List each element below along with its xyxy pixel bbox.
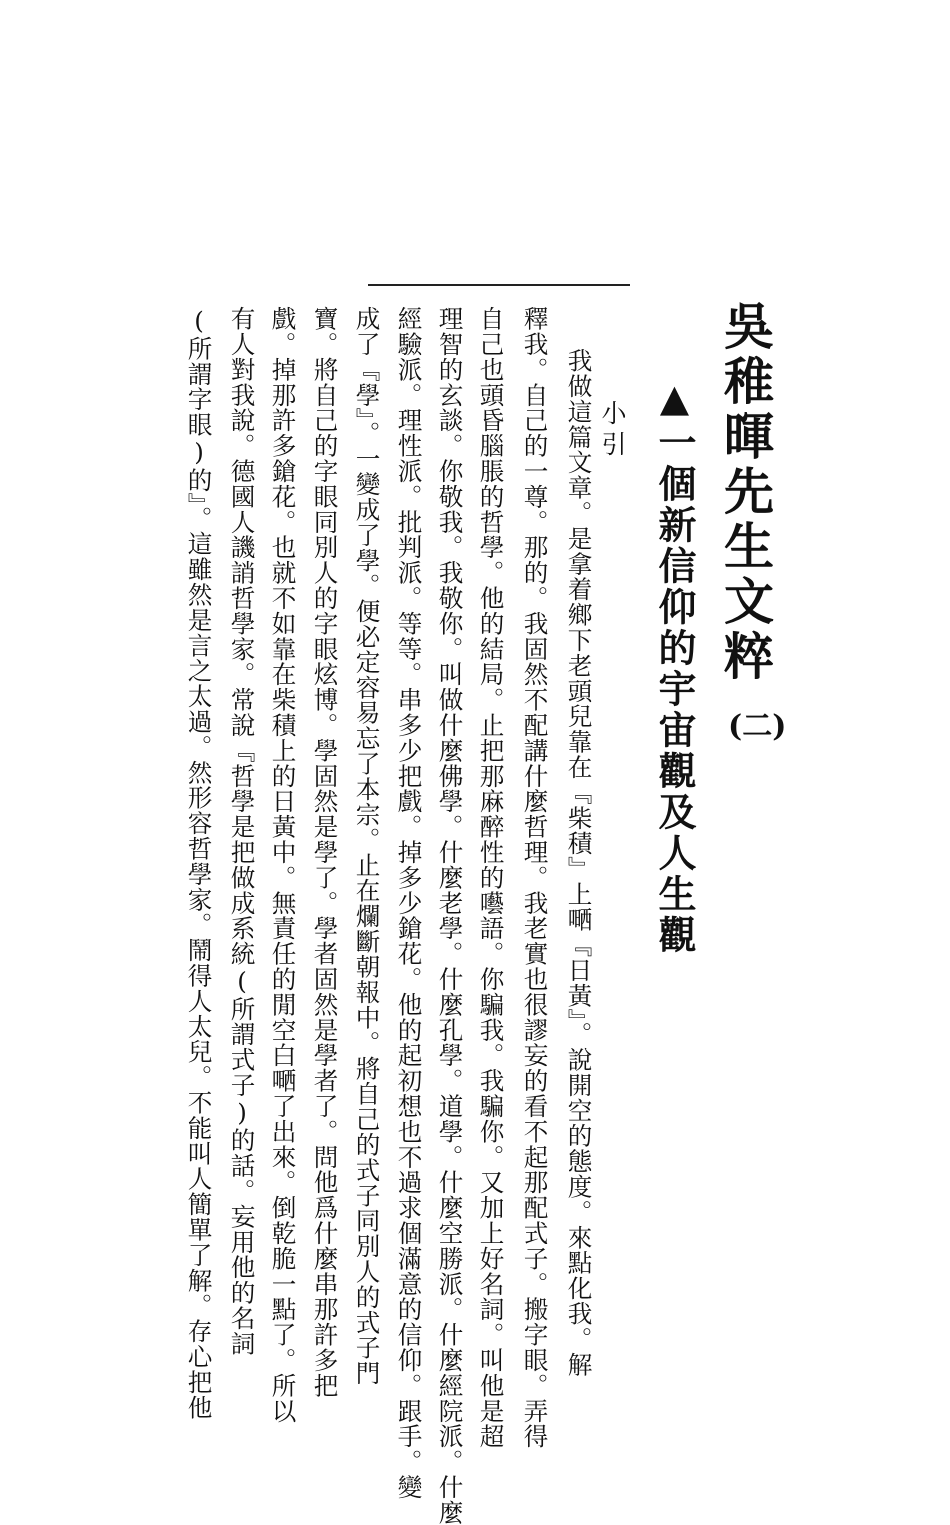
body-text-line: 釋我。自己的一尊。那的。我固然不配講什麼哲理。我老實也很謬妄的看不起那配式子。搬字眼。弄得 <box>520 306 550 1449</box>
volume-number: (二) <box>728 709 787 744</box>
collection-title: 吳稚暉先生文粹 <box>716 300 775 685</box>
body-text-line: 自己也頭昏腦脹的哲學。他的結局。止把那麻醉性的囈語。你騙我。我騙你。又加上好名詞。叫他是超 <box>476 306 506 1449</box>
top-rule-divider <box>368 284 630 286</box>
section-heading: 小引 <box>598 400 627 462</box>
body-text-line: 戲。掉那許多鎗花。也就不如靠在柴積上的日黃中。無責任的閒空白嗮了出來。倒乾脆一點了。所以 <box>268 306 298 1424</box>
body-text-line: 成了『學』。一變成了學。便必定容易忘了本宗。止在爛斷朝報中。將自己的式子同別人的式子門 <box>352 306 382 1386</box>
body-text-line: 經驗派。理性派。批判派。等等。串多少把戲。掉多少鎗花。他的起初想也不過求個滿意的信仰。跟手。變 <box>394 306 424 1500</box>
article-title: ▲一個新信仰的宇宙觀及人生觀 <box>652 375 697 956</box>
body-text-line: 寶。將自己的字眼同別人的字眼炫博。學固然是學了。學者固然是學者了。問他爲什麼串那許多把 <box>310 306 340 1399</box>
body-text-line: (所謂字眼)的』。這雖然是言之太過。然形容哲學家。鬧得人太兒。不能叫人簡單了解。存心把他 <box>184 306 214 1421</box>
body-text-line: 我做這篇文章。是拿着鄉下老頭兒靠在『柴積』上嗮『日黃』。說開空的態度。來點化我。解 <box>564 348 594 1378</box>
body-text-line: 理智的玄談。你敬我。我敬你。叫做什麼佛學。什麼老學。什麼孔學。道學。什麼空勝派。什麼經院派。什麼 <box>435 306 465 1525</box>
body-text-line: 有人對我說。德國人譏誚哲學家。常說『哲學是把做成系統(所謂式子)的話。妄用他的名詞 <box>227 306 257 1357</box>
